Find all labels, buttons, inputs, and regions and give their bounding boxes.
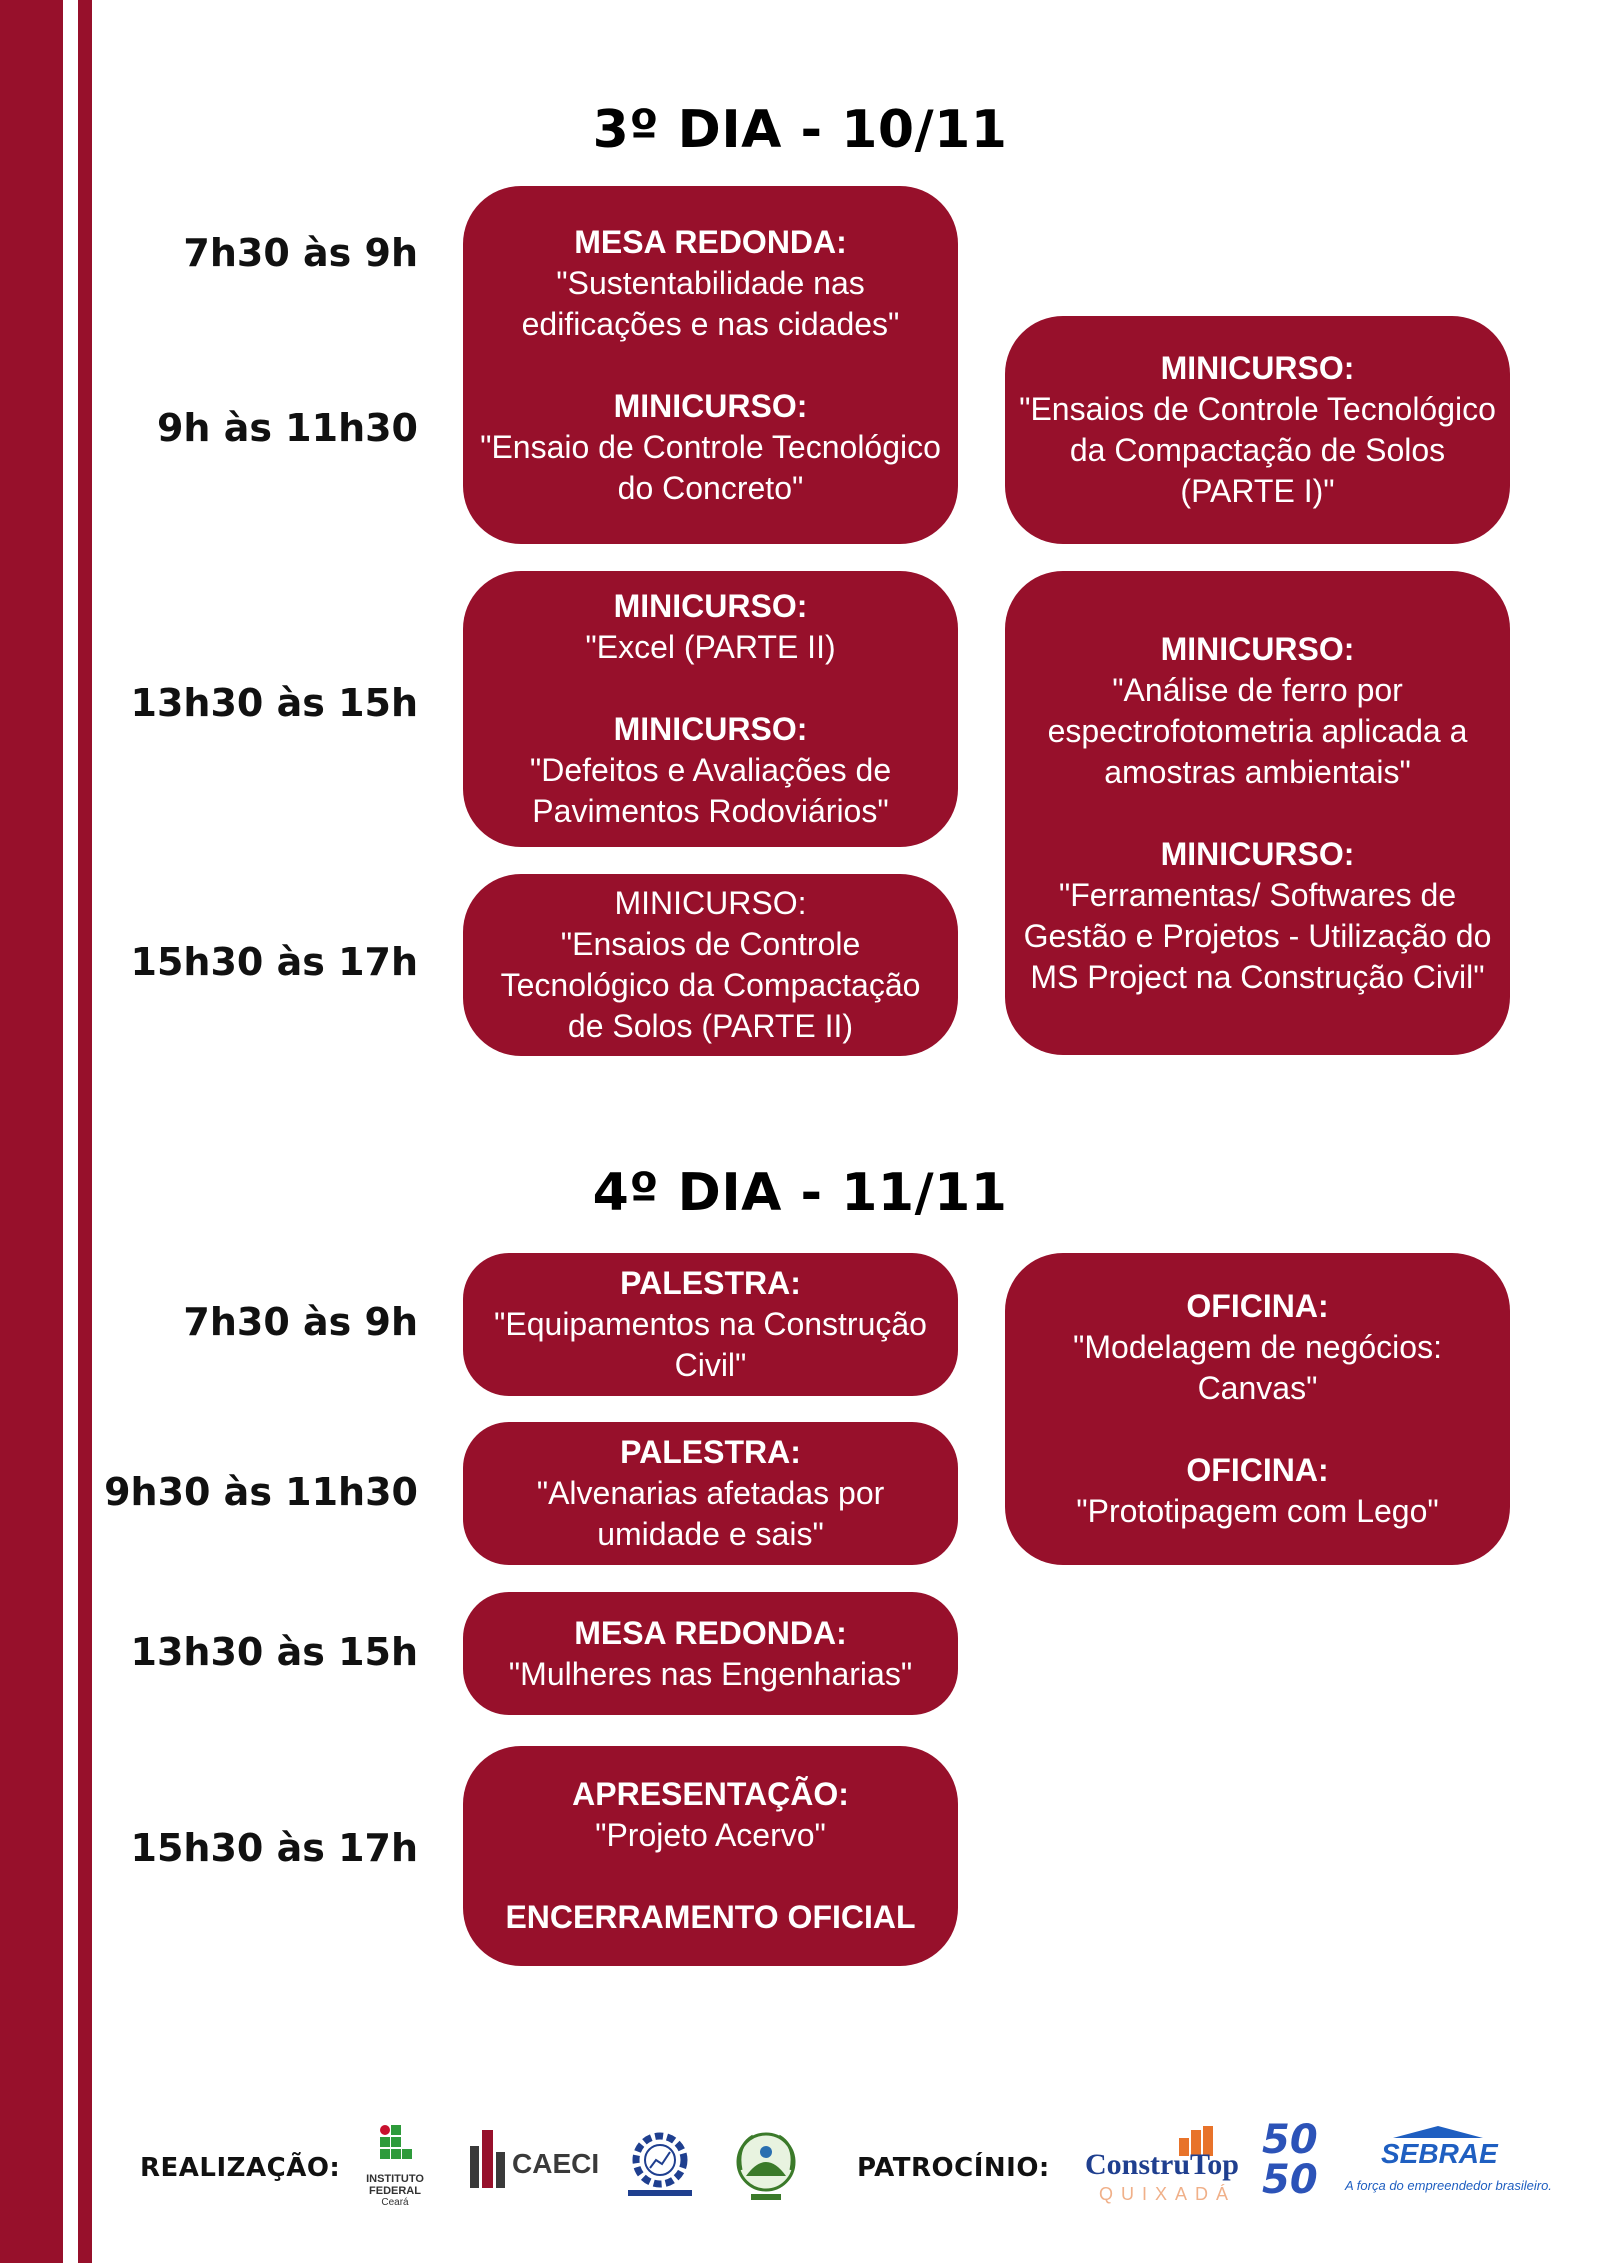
session-title: "Sustentabilidade nas edificações e nas cidades"	[521, 264, 900, 342]
session-label: MINICURSO:	[1160, 835, 1355, 872]
session-title: "Projeto Acervo"	[595, 1817, 826, 1853]
day4-session-box-5	[1005, 1253, 1510, 1565]
session-title: "Excel (PARTE II)	[585, 629, 836, 665]
session-block	[469, 709, 952, 832]
session-block	[469, 1432, 952, 1555]
day4-session-box-2	[463, 1422, 958, 1565]
session-label: APRESENTAÇÃO:	[572, 1776, 849, 1812]
construtop-logo	[1085, 2126, 1251, 2206]
day3-time-2: 9h às 11h30	[156, 406, 418, 450]
session-title: "Ferramentas/ Softwares de Gestão e Projetos - Utilização do MS Project na Construção Civil"	[1023, 876, 1492, 995]
session-block	[469, 1263, 952, 1386]
session-title: "Modelagem de negócios: Canvas"	[1073, 1329, 1442, 1406]
day3-session-box-4	[1005, 571, 1510, 1055]
if-grid-icon	[360, 2124, 430, 2168]
day3-title: 3º DIA - 10/11	[592, 100, 1008, 160]
session-title: "Equipamentos na Construção Civil"	[494, 1306, 927, 1383]
fifty-fifty-logo-text: 50 50	[1262, 2117, 1318, 2203]
day4-time-4: 15h30 às 17h	[130, 1826, 418, 1870]
engenharia-producao-logo	[622, 2128, 698, 2200]
session-title: "Ensaio de Controle Tecnológico do Concreto"	[480, 428, 941, 506]
gear-icon	[622, 2128, 698, 2200]
if-logo-text: INSTITUTO FEDERAL	[366, 2173, 424, 2197]
sebrae-logo-sub: A força do empreendedor brasileiro.	[1345, 2178, 1552, 2193]
session-label: MINICURSO:	[614, 885, 807, 921]
session-label: MINICURSO:	[613, 711, 808, 747]
building-icon	[468, 2128, 508, 2188]
construtop-logo-sub: QUIXADÁ	[1099, 2184, 1237, 2204]
day3-time-1: 7h30 às 9h	[183, 231, 418, 275]
session-label: MINICURSO:	[613, 387, 808, 424]
closing-label: ENCERRAMENTO OFICIAL	[505, 1899, 916, 1935]
session-block	[469, 386, 952, 509]
session-label: MINICURSO:	[613, 588, 808, 624]
day4-session-box-4	[463, 1746, 958, 1966]
day4-time-1: 7h30 às 9h	[183, 1300, 418, 1344]
session-block	[1011, 834, 1504, 998]
session-title: "Mulheres nas Engenharias"	[508, 1655, 913, 1692]
session-block	[1011, 1286, 1504, 1409]
session-label: OFICINA:	[1186, 1452, 1329, 1488]
session-label: MESA REDONDA:	[574, 223, 847, 260]
day4-session-box-1	[463, 1253, 958, 1396]
day3-session-box-2	[1005, 316, 1510, 544]
caeci-logo-text: CAECI	[512, 2148, 600, 2179]
session-title: "Alvenarias afetadas por umidade e sais"	[536, 1475, 885, 1552]
day3-time-3: 13h30 às 15h	[130, 681, 418, 725]
left-stripe-thin	[78, 0, 92, 2263]
day4-title: 4º DIA - 11/11	[592, 1163, 1008, 1223]
day4-time-2: 9h30 às 11h30	[104, 1470, 418, 1514]
sebrae-logo-text: SEBRAE	[1381, 2138, 1498, 2169]
session-block	[469, 222, 952, 345]
session-title: "Defeitos e Avaliações de Pavimentos Rodoviários"	[529, 752, 892, 829]
session-title: "Ensaios de Controle Tecnológico da Compactação de Solos (PARTE I)"	[1019, 391, 1496, 509]
day4-session-box-3	[463, 1592, 958, 1715]
if-logo-sub: Ceará	[381, 2197, 409, 2208]
session-label: MESA REDONDA:	[574, 1614, 847, 1651]
sebrae-logo	[1345, 2126, 1552, 2206]
day4-time-3: 13h30 às 15h	[130, 1630, 418, 1674]
day3-session-box-5	[463, 874, 958, 1056]
left-stripe-wide	[0, 0, 63, 2263]
day3-time-4: 15h30 às 17h	[130, 940, 418, 984]
session-label: MINICURSO:	[1160, 630, 1355, 667]
session-label: OFICINA:	[1186, 1288, 1329, 1324]
session-title: "Análise de ferro por espectrofotometria aplicada a amostras ambientais"	[1047, 671, 1468, 790]
session-block	[1076, 1450, 1438, 1532]
fifty-fifty-logo	[1262, 2117, 1334, 2208]
patrocinio-label: PATROCÍNIO:	[857, 2153, 1050, 2183]
day3-session-box-1	[463, 186, 958, 544]
session-title: "Prototipagem com Lego"	[1076, 1493, 1439, 1529]
session-block	[469, 883, 952, 1047]
session-title: "Ensaios de Controle Tecnológico da Compactação de Solos (PARTE II)	[500, 926, 921, 1044]
construtop-logo-text: ConstruTop	[1085, 2148, 1239, 2181]
instituto-federal-logo	[360, 2124, 430, 2212]
session-label: PALESTRA:	[620, 1265, 801, 1301]
session-block	[585, 586, 835, 668]
session-label: PALESTRA:	[620, 1434, 801, 1470]
cacamb-emblem	[731, 2126, 801, 2204]
realizacao-label: REALIZAÇÃO:	[140, 2153, 341, 2183]
session-label: MINICURSO:	[1160, 350, 1355, 386]
session-block	[509, 1613, 912, 1695]
session-block	[1011, 348, 1504, 512]
caeci-logo	[468, 2128, 598, 2198]
emblem-icon	[731, 2126, 801, 2204]
session-block	[1011, 629, 1504, 793]
day3-session-box-3	[463, 571, 958, 847]
session-block	[505, 1897, 915, 1938]
session-block	[572, 1774, 849, 1856]
